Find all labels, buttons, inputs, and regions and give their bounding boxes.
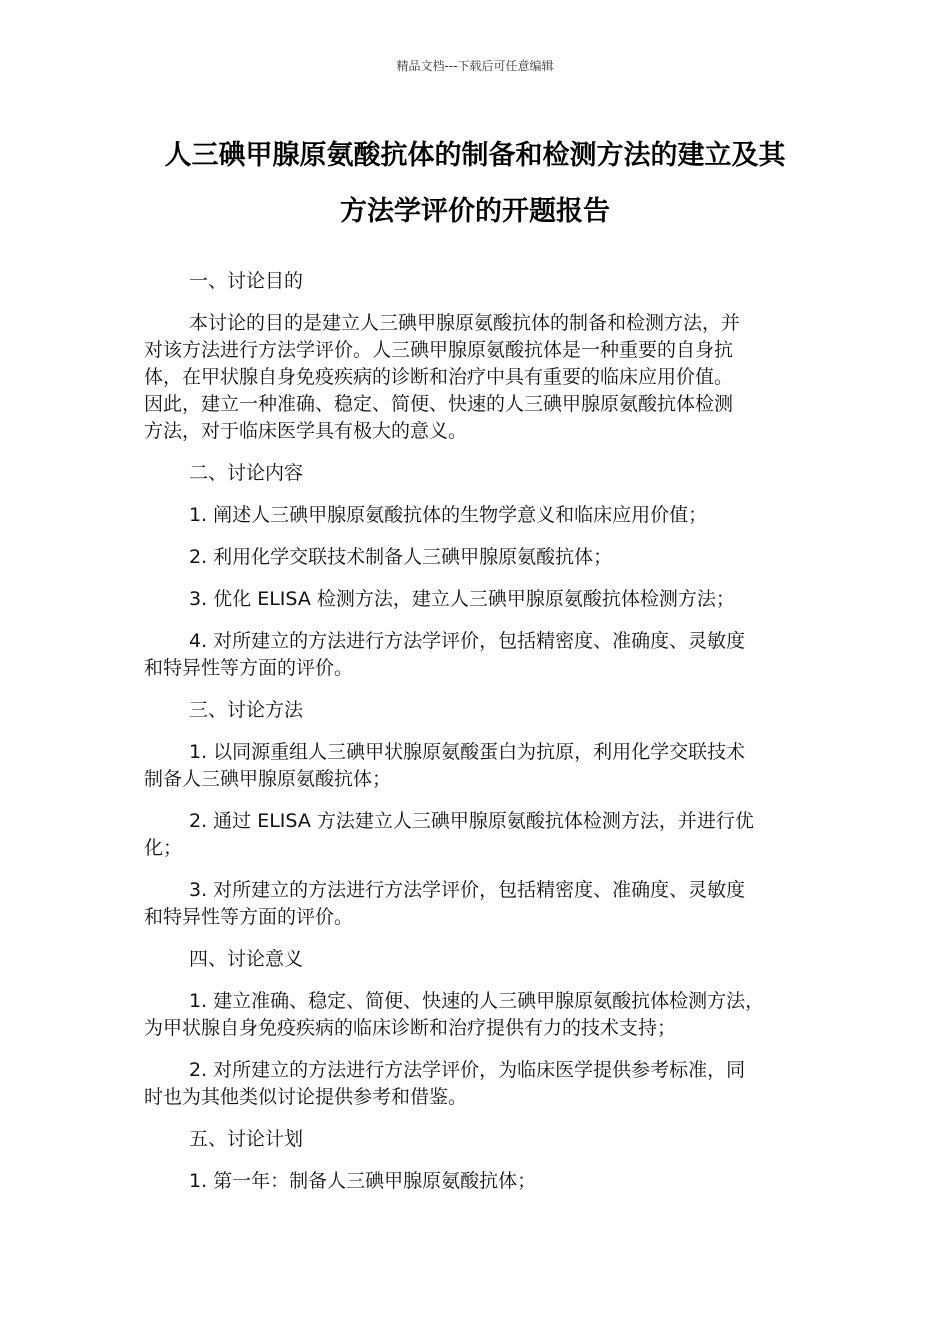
title-line: 人三碘甲腺原氨酸抗体的制备和检测方法的建立及其 <box>164 140 786 171</box>
paragraph-line: 本讨论的目的是建立人三碘甲腺原氨酸抗体的制备和检测方法，并 <box>189 312 741 334</box>
section-heading <box>144 697 808 724</box>
title-line: 方法学评价的开题报告 <box>340 196 610 227</box>
paragraph-line: 4. 对所建立的方法进行方法学评价，包括精密度、准确度、灵敏度 <box>189 630 746 652</box>
body-paragraph <box>144 502 808 529</box>
paragraph-line: 三、讨论方法 <box>189 699 304 721</box>
paragraph-line: 1. 以同源重组人三碘甲状腺原氨酸蛋白为抗原，利用化学交联技术 <box>189 741 746 763</box>
paragraph-line: 为甲状腺自身免疫疾病的临床诊断和治疗提供有力的技术支持； <box>144 1017 677 1039</box>
body-paragraph <box>144 544 808 571</box>
body-paragraph <box>144 1057 808 1111</box>
section-heading <box>144 460 808 487</box>
paragraph-line: 3. 对所建立的方法进行方法学评价，包括精密度、准确度、灵敏度 <box>189 879 746 901</box>
body-paragraph <box>144 808 808 862</box>
body-paragraph <box>144 1168 808 1195</box>
paragraph-line: 四、讨论意义 <box>189 948 304 970</box>
paragraph-line: 1. 建立准确、稳定、简便、快速的人三碘甲腺原氨酸抗体检测方法， <box>189 990 765 1012</box>
paragraph-line: 一、讨论目的 <box>189 270 304 292</box>
section-heading <box>144 1126 808 1153</box>
body-paragraph <box>144 988 808 1042</box>
body-paragraph <box>144 877 808 931</box>
body-paragraph <box>144 739 808 793</box>
paragraph-line: 方法，对于临床医学具有极大的意义。 <box>144 420 468 442</box>
document-body <box>144 268 808 1210</box>
paragraph-line: 1. 第一年：制备人三碘甲腺原氨酸抗体； <box>189 1170 537 1192</box>
paragraph-line: 时也为其他类似讨论提供参考和借鉴。 <box>144 1086 468 1108</box>
body-paragraph <box>144 586 808 613</box>
paragraph-line: 对该方法进行方法学评价。人三碘甲腺原氨酸抗体是一种重要的自身抗 <box>144 339 734 361</box>
paragraph-line: 2. 通过 ELISA 方法建立人三碘甲腺原氨酸抗体检测方法，并进行优 <box>189 810 754 832</box>
header-note: 精品文档---下载后可任意编辑 <box>396 59 554 73</box>
paragraph-line: 五、讨论计划 <box>189 1128 304 1150</box>
paragraph-line: 化； <box>144 837 183 859</box>
paragraph-line: 3. 优化 ELISA 检测方法，建立人三碘甲腺原氨酸抗体检测方法； <box>189 588 735 610</box>
body-paragraph <box>144 310 808 445</box>
paragraph-line: 和特异性等方面的评价。 <box>144 657 354 679</box>
paragraph-line: 体，在甲状腺自身免疫疾病的诊断和治疗中具有重要的临床应用价值。 <box>144 366 734 388</box>
paragraph-line: 2. 利用化学交联技术制备人三碘甲腺原氨酸抗体； <box>189 546 613 568</box>
document-title <box>130 128 820 240</box>
paragraph-line: 和特异性等方面的评价。 <box>144 906 354 928</box>
section-heading <box>144 946 808 973</box>
paragraph-line: 因此，建立一种准确、稳定、简便、快速的人三碘甲腺原氨酸抗体检测 <box>144 393 734 415</box>
body-paragraph <box>144 628 808 682</box>
paragraph-line: 制备人三碘甲腺原氨酸抗体； <box>144 768 392 790</box>
section-heading <box>144 268 808 295</box>
paragraph-line: 1. 阐述人三碘甲腺原氨酸抗体的生物学意义和临床应用价值； <box>189 504 708 526</box>
paragraph-line: 2. 对所建立的方法进行方法学评价，为临床医学提供参考标准，同 <box>189 1059 746 1081</box>
paragraph-line: 二、讨论内容 <box>189 462 304 484</box>
